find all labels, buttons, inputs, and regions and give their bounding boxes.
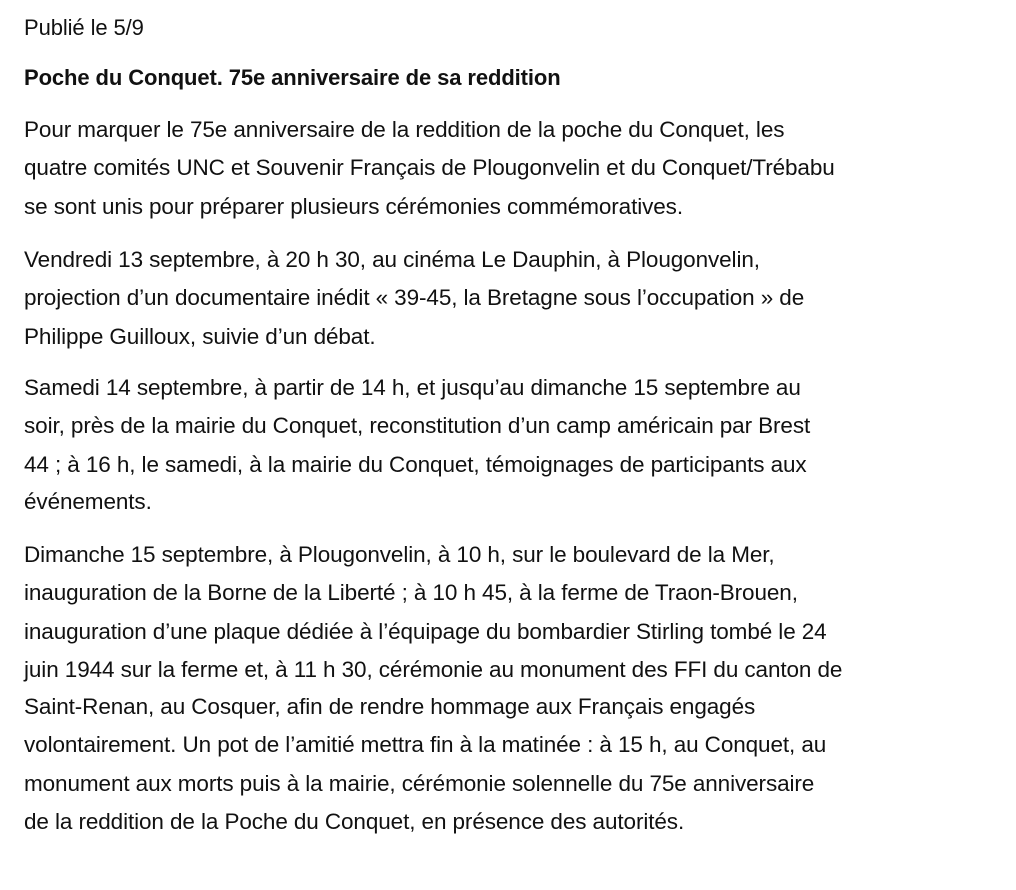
paragraph-line: Saint-Renan, au Cosquer, afin de rendre hommage aux Français engagés — [24, 694, 756, 719]
paragraph-line: juin 1944 sur la ferme et, à 11 h 30, cérémonie au monument des FFI du canton de — [24, 657, 843, 682]
paragraph-line: Samedi 14 septembre, à partir de 14 h, et jusqu’au dimanche 15 septembre au — [24, 375, 801, 400]
paragraph-line: 44 ; à 16 h, le samedi, à la mairie du Conquet, témoignages de participants aux — [24, 452, 807, 477]
paragraph-line: volontairement. Un pot de l’amitié mettra fin à la matinée : à 15 h, au Conquet, au — [24, 732, 827, 757]
paragraph-line: inauguration d’une plaque dédiée à l’équipage du bombardier Stirling tombé le 24 — [24, 619, 827, 644]
paragraph-line: événements. — [24, 489, 152, 514]
paragraph-line: Vendredi 13 septembre, à 20 h 30, au cinéma Le Dauphin, à Plougonvelin, — [24, 247, 760, 272]
paragraph-line: quatre comités UNC et Souvenir Français de Plougonvelin et du Conquet/Trébabu — [24, 155, 835, 180]
paragraph-line: Pour marquer le 75e anniversaire de la reddition de la poche du Conquet, les — [24, 117, 785, 142]
paragraph-line: Philippe Guilloux, suivie d’un débat. — [24, 324, 376, 349]
paragraph-line: Dimanche 15 septembre, à Plougonvelin, à 10 h, sur le boulevard de la Mer, — [24, 542, 775, 567]
paragraph-line: inauguration de la Borne de la Liberté ; à 10 h 45, à la ferme de Traon-Brouen, — [24, 580, 798, 605]
article-headline: Poche du Conquet. 75e anniversaire de sa reddition — [24, 65, 561, 90]
paragraph-line: soir, près de la mairie du Conquet, reconstitution d’un camp américain par Brest — [24, 413, 811, 438]
paragraph-line: se sont unis pour préparer plusieurs cérémonies commémoratives. — [24, 194, 683, 219]
paragraph-line: monument aux morts puis à la mairie, cérémonie solennelle du 75e anniversaire — [24, 771, 815, 796]
paragraph-line: de la reddition de la Poche du Conquet, en présence des autorités. — [24, 809, 685, 834]
paragraph-line: projection d’un documentaire inédit « 39-45, la Bretagne sous l’occupation » de — [24, 285, 805, 310]
publication-date: Publié le 5/9 — [24, 15, 144, 40]
